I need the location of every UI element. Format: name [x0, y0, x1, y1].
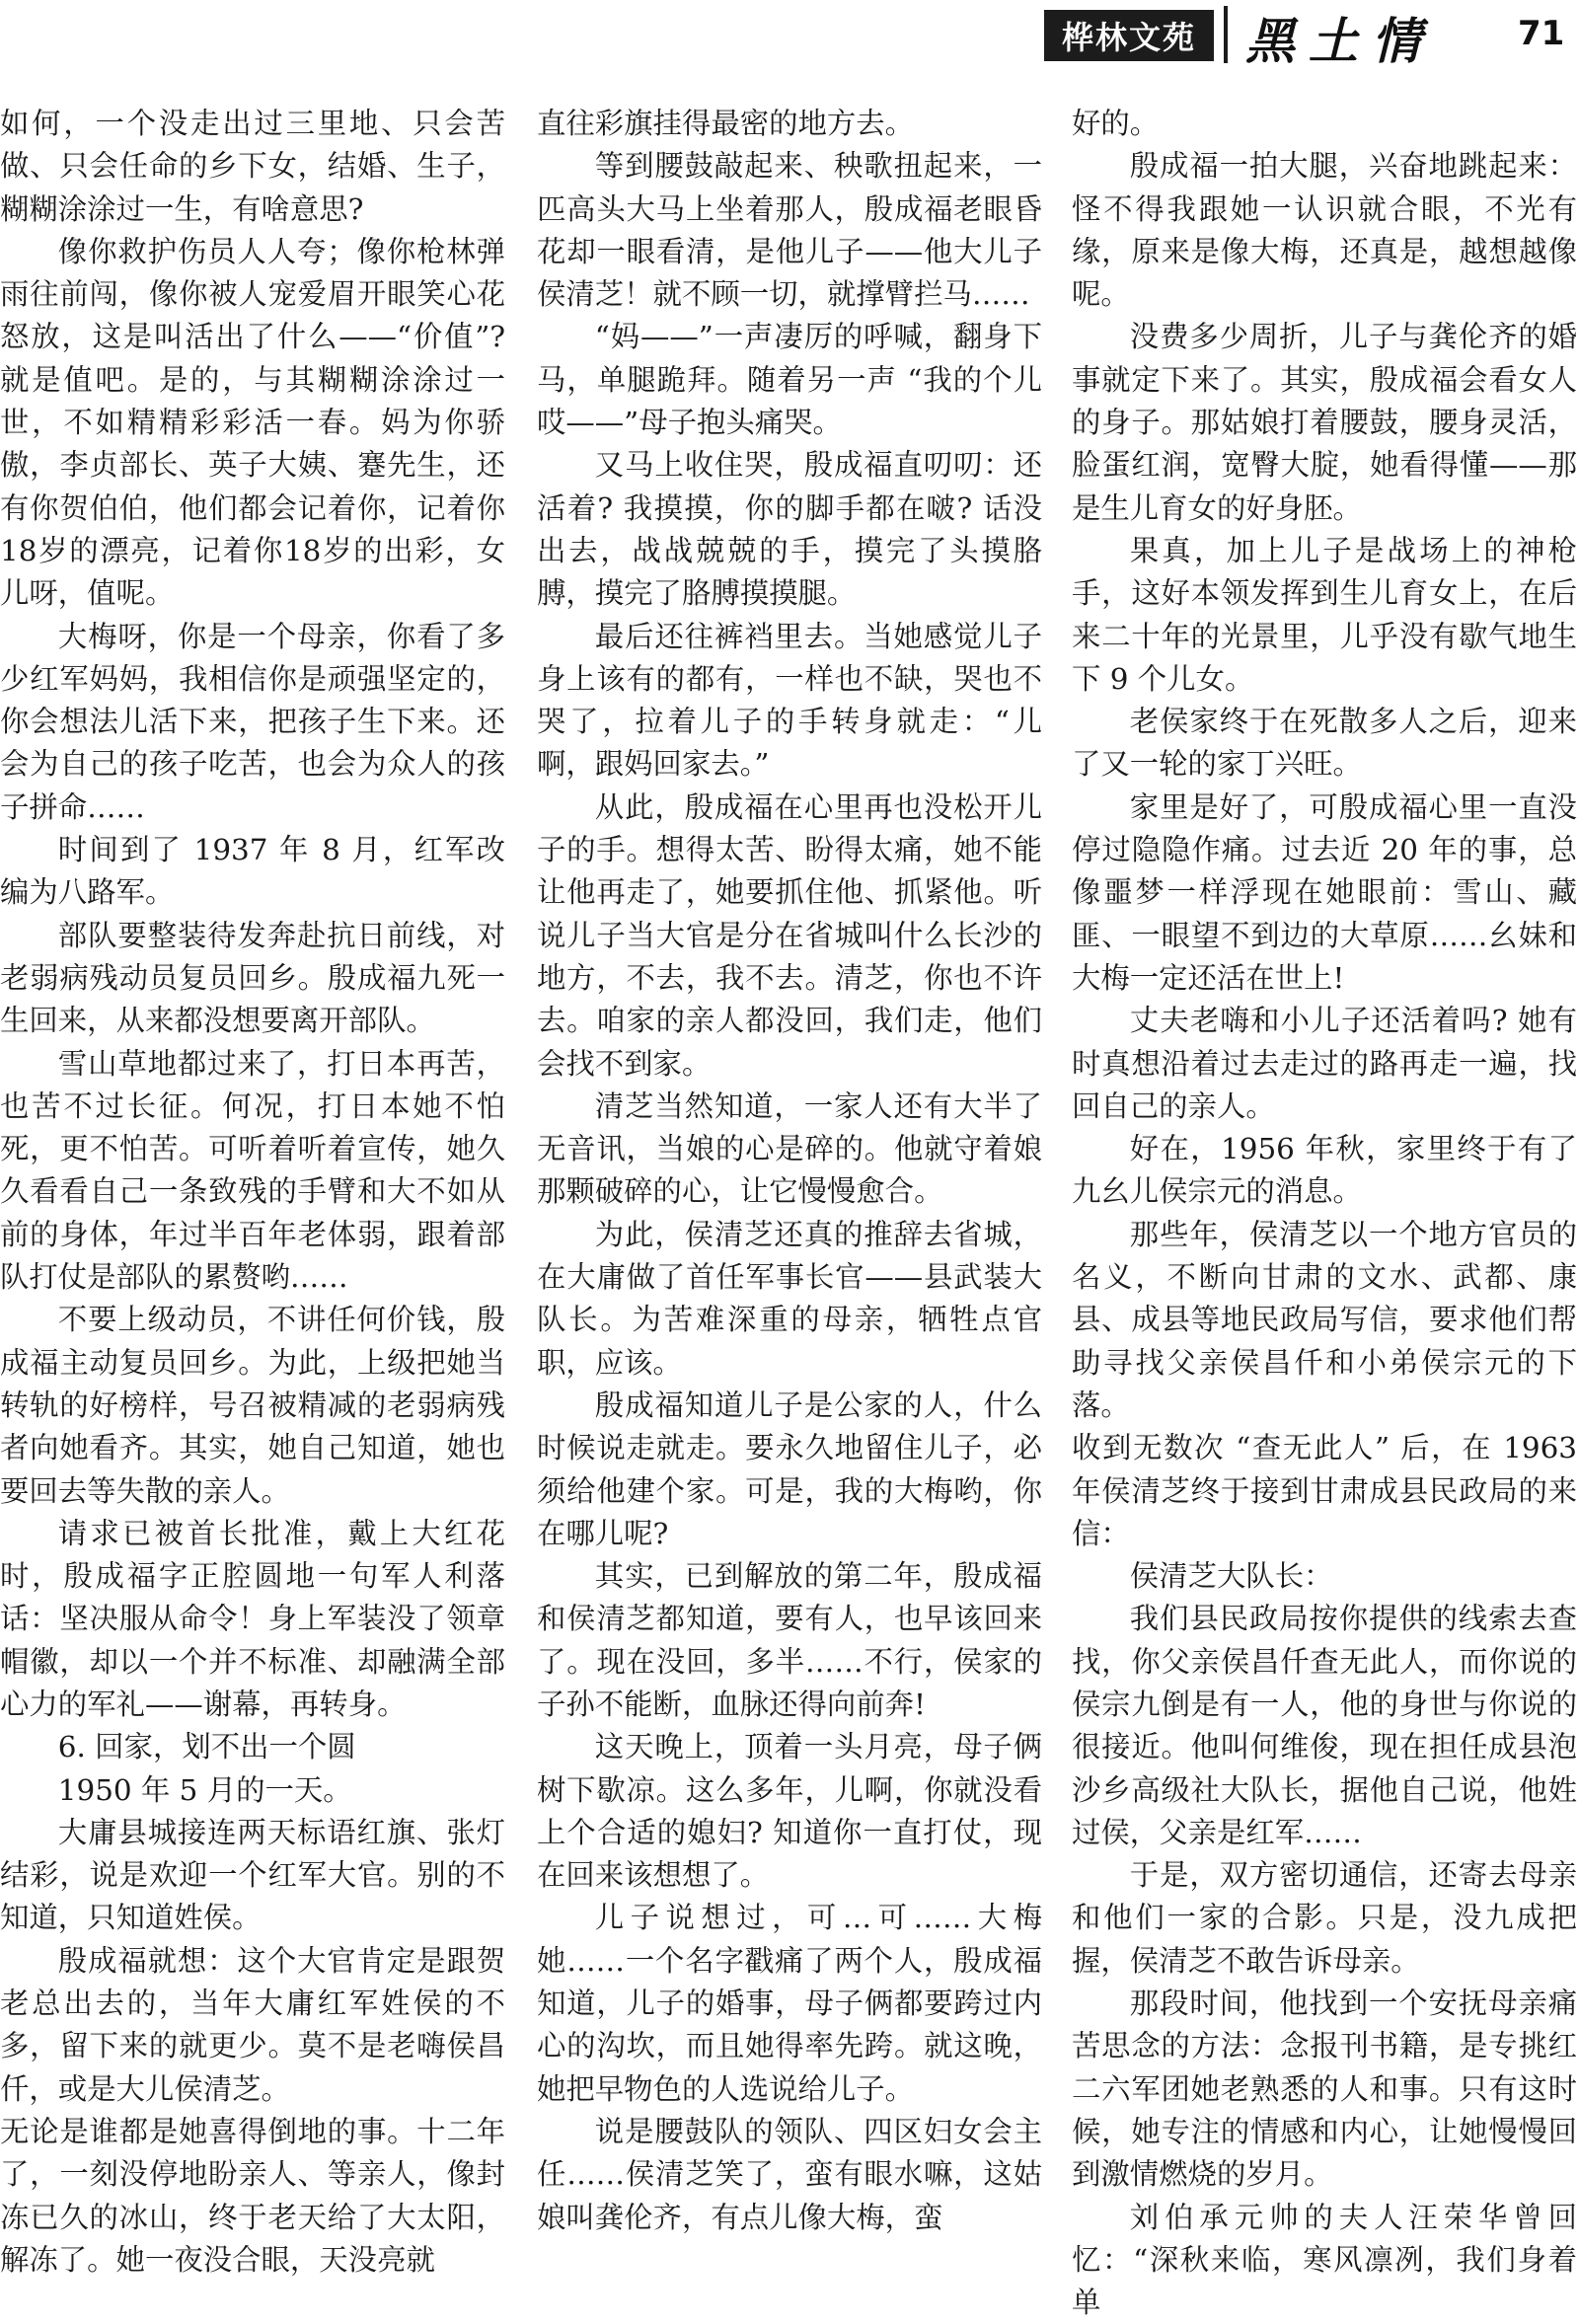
paragraph: 雪山草地都过来了，打日本再苦，也苦不过长征。何况，打日本她不怕死，更不怕苦。可听着听着宣传，她久久看看自己一条致残的手臂和大不如从前的身体，年过半百年老体弱，跟着部队打仗是部队的累赘哟……	[0, 1046, 505, 1295]
paragraph: 等到腰鼓敲起来、秧歌扭起来，一匹高头大马上坐着那人，殷成福老眼昏花却一眼看清，是他儿子——他大儿子侯清芝！就不顾一切，就撑臂拦马……	[537, 149, 1042, 312]
section-label: 桦林文苑	[1044, 10, 1214, 61]
paragraph: 时间到了 1937 年 8 月，红军改编为八路军。	[0, 833, 505, 910]
paragraph: 没费多少周折，儿子与龚伦齐的婚事就定下来了。其实，殷成福会看女人的身子。那姑娘打着腰鼓，腰身灵活，脸蛋红润，宽臀大腚，她看得懂——那是生儿育女的好身胚。	[1072, 320, 1577, 525]
paragraph: 家里是好了，可殷成福心里一直没停过隐隐作痛。过去近 20 年的事，总像噩梦一样浮现在她眼前：雪山、藏匪、一眼望不到边的大草原……幺妹和大梅一定还活在世上!	[1072, 789, 1577, 995]
paragraph: 儿子说想过，可…可……大梅她……一个名字戳痛了两个人，殷成福知道，儿子的婚事，母子俩都要跨过内心的沟坎，而且她得率先跨。就这晚，她把早物色的人选说给儿子。	[537, 1901, 1042, 2106]
paragraph: 其实，已到解放的第二年，殷成福和侯清芝都知道，要有人，也早该回来了。现在没回，多半……不行，侯家的子孙不能断，血脉还得向前奔!	[537, 1559, 1042, 1721]
paragraph: 又马上收住哭，殷成福直叨叨：还活着? 我摸摸，你的脚手都在啵? 话没出去，战战兢兢的手，摸完了头摸胳膊，摸完了胳膊摸摸腿。	[537, 448, 1042, 611]
paragraph: 于是，双方密切通信，还寄去母亲和他们一家的合影。只是，没九成把握，侯清芝不敢告诉母亲。	[1072, 1858, 1577, 1978]
paragraph: 收到无数次 “查无此人” 后，在 1963 年侯清芝终于接到甘肃成县民政局的来信：	[1072, 1431, 1577, 1550]
paragraph: 请求已被首长批准，戴上大红花时，殷成福字正腔圆地一句军人利落话：坚决服从命令！身上军装没了领章帽徽，却以一个并不标准、却融满全部心力的军礼——谢幕，再转身。	[0, 1516, 505, 1721]
masthead-title: 黑土情	[1245, 12, 1435, 70]
paragraph: 为此，侯清芝还真的推辞去省城，在大庸做了首任军事长官——县武装大队长。为苦难深重的母亲，牺牲点官职，应该。	[537, 1217, 1042, 1380]
paragraph: 好在，1956 年秋，家里终于有了九幺儿侯宗元的消息。	[1072, 1132, 1577, 1209]
paragraph: 侯清芝大队长：	[1129, 1559, 1333, 1594]
paragraph: 如何，一个没走出过三里地、只会苦做、只会任命的乡下女，结婚、生子，糊糊涂涂过一生，有啥意思?	[0, 107, 505, 226]
paragraph: 1950 年 5 月的一天。	[57, 1772, 352, 1807]
page-header	[0, 0, 1579, 79]
paragraph: 从此，殷成福在心里再也没松开儿子的手。想得太苦、盼得太痛，她不能让他再走了，她要抓住他、抓紧他。听说儿子当大官是分在省城叫什么长沙的地方，不去，我不去。清芝，你也不许去。咱家的亲人都没回，我们走，他们会找不到家。	[537, 789, 1042, 1081]
paragraph: 老侯家终于在死散多人之后，迎来了又一轮的家丁兴旺。	[1072, 705, 1577, 782]
paragraph: 说是腰鼓队的领队、四区妇女会主任……侯清芝笑了，蛮有眼水嘛，这姑娘叫龚伦齐，有点儿像大梅，蛮	[537, 2114, 1042, 2234]
paragraph: 像你救护伤员人人夸；像你枪林弹雨往前闯，像你被人宠爱眉开眼笑心花怒放，这是叫活出了什么——“价值”?就是值吧。是的，与其糊糊涂涂过一世，不如精精彩彩活一春。妈为你骄傲，李贞部长、英子大姨、蹇先生，还有你贺伯伯，他们都会记着你，记着你18岁的漂亮，记着你18岁的出彩，女儿呀，值呢。	[0, 234, 505, 611]
page-number: 71	[1518, 14, 1565, 53]
header-divider	[1224, 6, 1228, 63]
paragraph: 大梅呀，你是一个母亲，你看了多少红军妈妈，我相信你是顽强坚定的，你会想法儿活下来，把孩子生下来。还会为自己的孩子吃苦，也会为众人的孩子拼命……	[0, 619, 505, 824]
paragraph: 丈夫老嗨和小儿子还活着吗? 她有时真想沿着过去走过的路再走一遍，找回自己的亲人。	[1072, 1004, 1577, 1123]
paragraph: 殷成福知道儿子是公家的人，什么时候说走就走。要永久地留住儿子，必须给他建个家。可是，我的大梅哟，你在哪儿呢?	[537, 1387, 1042, 1550]
paragraph: 殷成福就想：这个大官肯定是跟贺老总出去的，当年大庸红军姓侯的不多，留下来的就更少。莫不是老嗨侯昌仟，或是大儿侯清芝。	[0, 1943, 505, 2106]
paragraph: 我们县民政局按你提供的线索去查找，你父亲侯昌仟查无此人，而你说的侯宗九倒是有一人，他的身世与你说的很接近。他叫何维俊，现在担任成县泡沙乡高级社大队长，据他自己说，他姓过侯，父亲是红军……	[1072, 1602, 1577, 1849]
paragraph: 部队要整装待发奔赴抗日前线，对老弱病残动员复员回乡。殷成福九死一生回来，从来都没想要离开部队。	[0, 918, 505, 1038]
paragraph: 殷成福一拍大腿，兴奋地跳起来：怪不得我跟她一认识就合眼，不光有缘，原来是像大梅，还真是，越想越像呢。	[1072, 149, 1577, 312]
paragraph: 刘伯承元帅的夫人汪荣华曾回忆：“深秋来临，寒风凛冽，我们身着单	[1072, 2200, 1577, 2320]
paragraph: 不要上级动员，不讲任何价钱，殷成福主动复员回乡。为此，上级把她当转轨的好榜样，号召被精减的老弱病残者向她看齐。其实，她自己知道，她也要回去等失散的亲人。	[0, 1303, 505, 1508]
text-column-3	[1072, 103, 1577, 2320]
text-column-2	[537, 103, 1042, 2280]
paragraph: 大庸县城接连两天标语红旗、张灯结彩，说是欢迎一个红军大官。别的不知道，只知道姓侯。	[0, 1815, 505, 1935]
paragraph: 直往彩旗挂得最密的地方去。	[537, 107, 915, 140]
paragraph: 最后还往裤裆里去。当她感觉儿子身上该有的都有，一样也不缺，哭也不哭了，拉着儿子的手转身就走：“儿啊，跟妈回家去。”	[537, 619, 1042, 782]
text-column-1	[0, 103, 505, 2280]
paragraph: 果真，加上儿子是战场上的神枪手，这好本领发挥到生儿育女上，在后来二十年的光景里，儿乎没有歇气地生下 9 个儿女。	[1072, 533, 1577, 696]
paragraph: 那些年，侯清芝以一个地方官员的名义，不断向甘肃的文水、武都、康县、成县等地民政局写信，要求他们帮助寻找父亲侯昌仟和小弟侯宗元的下落。	[1072, 1217, 1577, 1422]
paragraph: 清芝当然知道，一家人还有大半了无音讯，当娘的心是碎的。他就守着娘那颗破碎的心，让它慢慢愈合。	[537, 1088, 1042, 1209]
paragraph: 好的。	[1072, 107, 1160, 140]
paragraph: 这天晚上，顶着一头月亮，母子俩树下歇凉。这么多年，儿啊，你就没看上个合适的媳妇? 知道你一直打仗，现在回来该想想了。	[537, 1730, 1042, 1893]
paragraph: 那段时间，他找到一个安抚母亲痛苦思念的方法：念报刊书籍，是专挑红二六军团她老熟悉的人和事。只有这时候，她专注的情感和内心，让她慢慢回到激情燃烧的岁月。	[1072, 1987, 1577, 2192]
paragraph: “妈——”一声凄厉的呼喊，翻身下马，单腿跪拜。随着另一声 “我的个儿哎——”母子抱头痛哭。	[537, 320, 1042, 440]
paragraph: 无论是谁都是她喜得倒地的事。十二年了，一刻没停地盼亲人、等亲人，像封冻已久的冰山，终于老天给了大太阳，解冻了。她一夜没合眼，天没亮就	[0, 2114, 505, 2277]
paragraph: 6. 回家，划不出一个圆	[57, 1730, 356, 1764]
